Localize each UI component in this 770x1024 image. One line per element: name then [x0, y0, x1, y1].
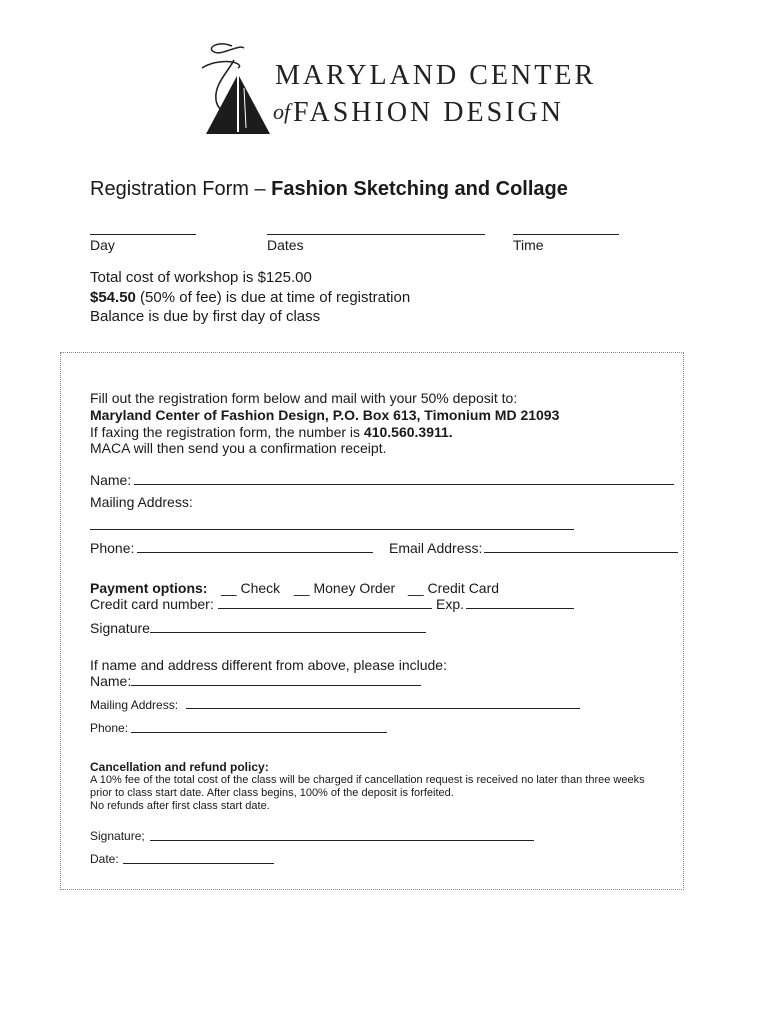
- alternate-phone-label: Phone:: [90, 721, 129, 735]
- policy-line-2: prior to class start date. After class begins, 100% of the deposit is forfeited.: [90, 787, 454, 799]
- day-label: Day: [90, 237, 115, 253]
- logo-title-line2: FASHION DESIGN: [293, 97, 564, 128]
- payment-options-label: Payment options:: [90, 580, 208, 596]
- name-field[interactable]: [134, 484, 674, 485]
- logo-dress-form-icon: [198, 38, 278, 138]
- exp-field[interactable]: [466, 608, 574, 609]
- money-order-option[interactable]: __ Money Order: [294, 580, 396, 596]
- instructions-line: Fill out the registration form below and mail with your 50% deposit to:: [90, 390, 518, 406]
- dates-field[interactable]: [267, 234, 485, 235]
- policy-line-1: A 10% fee of the total cost of the class will be charged if cancellation request is received no later than three weeks: [90, 774, 645, 786]
- alternate-mailing-field[interactable]: [186, 708, 580, 709]
- mailing-address-info: Maryland Center of Fashion Design, P.O. Box 613, Timonium MD 21093: [90, 407, 560, 423]
- deposit-info: [90, 289, 410, 306]
- time-label: Time: [513, 237, 544, 253]
- alternate-phone-field[interactable]: [131, 732, 387, 733]
- title-prefix: Registration Form –: [90, 178, 272, 200]
- fax-info: [90, 424, 453, 440]
- fax-number: 410.560.3911.: [363, 424, 453, 440]
- logo-of: of: [273, 99, 291, 124]
- deposit-text: (50% of fee) is due at time of registration: [135, 289, 411, 306]
- day-field[interactable]: [90, 234, 196, 235]
- phone-field[interactable]: [137, 552, 373, 553]
- email-label: Email Address:: [389, 540, 483, 556]
- policy-heading: Cancellation and refund policy:: [90, 760, 269, 774]
- email-field[interactable]: [484, 552, 678, 553]
- payment-signature-field[interactable]: [150, 632, 426, 633]
- date-label: Date:: [90, 852, 119, 866]
- credit-card-option[interactable]: __ Credit Card: [408, 580, 500, 596]
- alternate-intro: If name and address different from above, please include:: [90, 657, 447, 673]
- balance-info: Balance is due by first day of class: [90, 308, 321, 325]
- phone-label: Phone:: [90, 540, 135, 556]
- payment-signature-label: Signature: [90, 620, 150, 636]
- signature-label: Signature;: [90, 829, 145, 843]
- alternate-name-label: Name:: [90, 673, 132, 689]
- dates-label: Dates: [267, 237, 304, 253]
- name-label: Name:: [90, 472, 132, 488]
- check-option[interactable]: __ Check: [221, 580, 281, 596]
- time-field[interactable]: [513, 234, 619, 235]
- exp-label: Exp.: [436, 596, 465, 612]
- deposit-amount: $54.50: [90, 289, 136, 306]
- card-number-field[interactable]: [218, 608, 432, 609]
- card-number-label: Credit card number:: [90, 596, 214, 612]
- date-field[interactable]: [123, 863, 274, 864]
- fax-prefix: If faxing the registration form, the number is: [90, 424, 364, 440]
- mailing-address-field[interactable]: [90, 529, 574, 530]
- alternate-name-field[interactable]: [131, 685, 421, 686]
- signature-field[interactable]: [150, 840, 534, 841]
- alternate-mailing-label: Mailing Address:: [90, 698, 179, 712]
- mailing-address-label: Mailing Address:: [90, 494, 193, 510]
- logo-title-line1: MARYLAND CENTER: [275, 60, 597, 91]
- total-cost: Total cost of workshop is $125.00: [90, 269, 312, 286]
- page-title: [90, 178, 568, 201]
- policy-line-3: No refunds after first class start date.: [90, 800, 270, 812]
- course-name: Fashion Sketching and Collage: [271, 178, 568, 200]
- confirmation-info: MACA will then send you a confirmation receipt.: [90, 440, 387, 456]
